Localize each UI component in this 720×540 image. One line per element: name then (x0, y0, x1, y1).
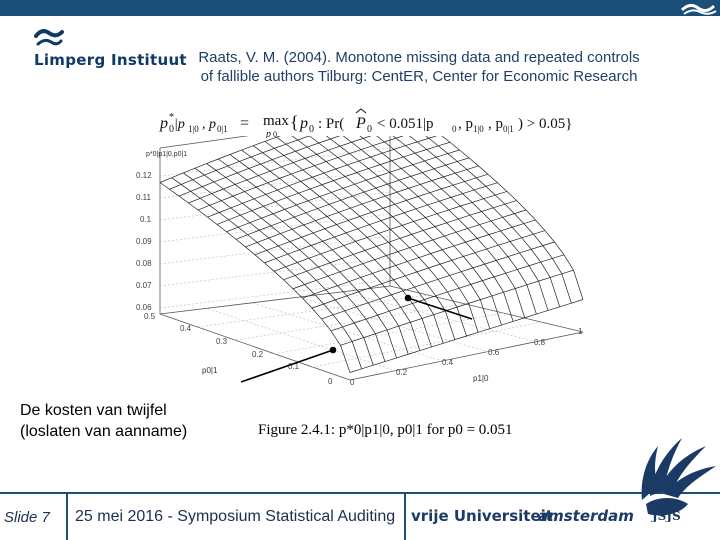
slide-number: Slide 7 (4, 509, 50, 526)
svg-text:< 0.051|p: < 0.051|p (377, 116, 434, 132)
svg-text:, p: , p (488, 116, 503, 132)
svg-text:: Pr(: : Pr( (318, 116, 345, 132)
figure-caption: Figure 2.4.1: p*0|p1|0, p0|1 for p0 = 0.051 (258, 422, 513, 438)
pointer-arrows (241, 296, 472, 383)
org-name: Limperg Instituut (34, 51, 187, 69)
p01-ticks (144, 312, 333, 386)
p10-tick: 1 (578, 327, 583, 336)
svg-text:1|0: 1|0 (188, 124, 199, 134)
z-tick: 0.06 (136, 303, 152, 312)
p10-tick: 0 (350, 378, 355, 387)
svg-text:|p: |p (174, 117, 185, 132)
mesh-line (274, 191, 507, 271)
vu-griffin-logo-icon (628, 430, 718, 522)
svg-text:0: 0 (273, 130, 277, 138)
p10-tick: 0.8 (534, 338, 546, 347)
z-tick: 0.12 (136, 171, 152, 180)
svg-text:0: 0 (452, 124, 457, 134)
svg-text:*: * (169, 112, 174, 123)
svg-text:0: 0 (309, 124, 314, 135)
svg-text:0: 0 (367, 124, 372, 135)
figure-formula (130, 106, 580, 138)
z-tick: 0.08 (136, 259, 152, 268)
footer-divider (0, 492, 720, 494)
mesh-line (183, 173, 373, 365)
z-tick: 0.09 (136, 237, 152, 246)
svg-text:JSJS: JSJS (652, 509, 681, 522)
p10-axis-label: p1|0 (473, 374, 489, 383)
university-city: amsterdam (538, 507, 634, 525)
annotation-line-1: De kosten van twijfel (20, 402, 167, 419)
svg-text:, p: , p (202, 117, 216, 132)
svg-text:{: { (290, 112, 299, 132)
mesh-line (284, 201, 517, 280)
university-name: vrije Universiteit (411, 507, 553, 525)
svg-text:max: max (263, 113, 289, 129)
svg-text:, p: , p (458, 116, 473, 132)
annotation-text (20, 400, 187, 442)
surface-plot (128, 136, 588, 388)
z-tick: 0.1 (140, 215, 152, 224)
z-ticks (136, 171, 152, 312)
p10-tick: 0.6 (488, 348, 500, 357)
svg-text:) > 0.05}: ) > 0.05} (518, 116, 573, 132)
formula-lhs: p (160, 115, 168, 132)
svg-text:p: p (300, 115, 308, 132)
p01-tick: 0.4 (180, 324, 192, 333)
p10-tick: 0.4 (442, 358, 454, 367)
z-tick: 0.11 (136, 193, 151, 202)
p01-tick: 0.1 (288, 362, 300, 371)
footer-separator (404, 492, 406, 540)
svg-text:0|1: 0|1 (503, 124, 514, 134)
svg-text:p: p (266, 129, 271, 138)
citation-text: Raats, V. M. (2004). Monotone missing data and repeated controls of fallible authors Tilburg: CentER, Center for Economic Research (198, 49, 640, 85)
svg-text:0|1: 0|1 (217, 124, 228, 134)
mesh-line (350, 300, 583, 373)
svg-text:=: = (240, 115, 250, 132)
mesh-line (277, 137, 467, 336)
limperg-logo-icon (34, 26, 64, 50)
event-title: 25 mei 2016 - Symposium Statistical Auditing (75, 508, 396, 525)
mesh-line (160, 183, 350, 373)
p01-tick: 0.2 (252, 350, 264, 359)
svg-text:1|0: 1|0 (473, 124, 484, 134)
mesh-line (172, 178, 362, 369)
p01-axis-label: p0|1 (202, 366, 218, 375)
top-banner (0, 0, 720, 16)
p01-tick: 0.3 (216, 337, 228, 346)
mesh-line (179, 136, 412, 196)
mesh-line (198, 136, 431, 210)
p01-tick: 0 (328, 377, 333, 386)
z-tick: 0.07 (136, 281, 152, 290)
footer-separator (66, 492, 68, 540)
z-axis-label: p*0|p1|0,p0|1 (146, 151, 188, 158)
p10-tick: 0.2 (396, 368, 408, 377)
annotation-line-2: (loslaten van aanname) (20, 423, 188, 440)
vu-wave-icon (678, 0, 718, 16)
svg-text:P: P (356, 115, 366, 132)
svg-text:0: 0 (169, 124, 174, 135)
p01-tick: 0.5 (144, 312, 156, 321)
mesh-line (381, 136, 571, 303)
mesh-line (346, 136, 536, 314)
